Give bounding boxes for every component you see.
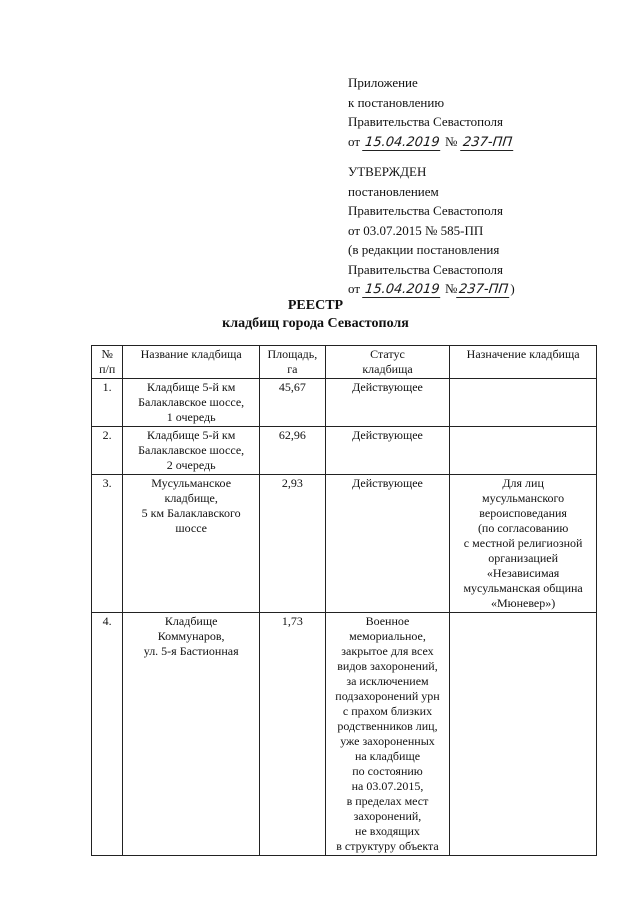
- appendix-from-prefix: от: [348, 133, 361, 149]
- cell-number: 2.: [92, 427, 123, 475]
- header-number: [92, 346, 123, 379]
- cell-purpose: [450, 379, 597, 427]
- document-title: [0, 297, 631, 333]
- appendix-handwritten-date: 15.04.2019: [362, 135, 442, 151]
- cell-area: 2,93: [259, 475, 325, 613]
- approved-number-sign: №: [444, 281, 458, 296]
- cell-number: 3.: [92, 475, 123, 613]
- approved-from-prefix: от: [348, 281, 361, 296]
- approved-line-6: Правительства Севастополя: [348, 261, 503, 277]
- cell-name: Кладбище Коммунаров, ул. 5-я Бастионная: [123, 613, 260, 856]
- cell-name: Кладбище 5-й км Балаклавское шоссе, 2 очередь: [123, 427, 260, 475]
- cell-purpose: Для лиц мусульманского вероисповедания (по согласованию с местной религиозной организацией «Независимая мусульманская община «Мюневер»): [450, 475, 597, 613]
- cell-status: Действующее: [325, 475, 449, 613]
- header-name: [123, 346, 260, 379]
- cell-number: 1.: [92, 379, 123, 427]
- appendix-line-3: Правительства Севастополя: [348, 114, 503, 129]
- approved-block: [348, 162, 515, 299]
- cell-name: Мусульманское кладбище, 5 км Балаклавского шоссе: [123, 475, 260, 613]
- approved-handwritten-date: 15.04.2019: [362, 282, 442, 298]
- cell-purpose: [450, 613, 597, 856]
- header-purpose-text: Назначение кладбища: [466, 347, 580, 361]
- header-purpose: [450, 346, 597, 379]
- cell-status: Действующее: [325, 427, 449, 475]
- approved-line-5: (в редакции постановления: [348, 242, 500, 257]
- appendix-line-2: к постановлению: [348, 94, 445, 110]
- cell-status: Военное мемориальное, закрытое для всех видов захоронений, за исключением подзахоронений урн с прахом близких родственников лиц, уже захороненных на кладбище по состоянию на 03.07.2015, в пределах мест захоронений, не входящих в структуру объекта: [325, 613, 449, 856]
- title-line-2: кладбищ города Севастополя: [222, 316, 409, 331]
- header-status-text: Статус кладбища: [362, 347, 413, 376]
- appendix-handwritten-number: 237-ПП: [460, 135, 515, 151]
- approved-line-2: постановлением: [348, 183, 439, 199]
- cell-number: 4.: [92, 613, 123, 856]
- approved-handwritten-number: 237-ПП: [457, 282, 512, 298]
- title-line-1: РЕЕСТР: [287, 298, 344, 313]
- approved-closing-paren: ): [510, 281, 515, 296]
- table-row: [92, 427, 597, 475]
- cell-area: 45,67: [259, 379, 325, 427]
- approved-line-4: от 03.07.2015 № 585-ПП: [348, 222, 484, 238]
- header-number-text: № п/п: [99, 347, 116, 376]
- header-name-text: Название кладбища: [140, 347, 242, 361]
- approved-date-line: [348, 279, 515, 299]
- cell-name: Кладбище 5-й км Балаклавское шоссе, 1 очередь: [123, 379, 260, 427]
- header-status: [325, 346, 449, 379]
- appendix-number-sign: №: [444, 133, 458, 149]
- cemetery-registry-table: [91, 345, 597, 856]
- header-area-text: Площадь, га: [267, 347, 318, 376]
- table-row: [92, 613, 597, 856]
- cell-purpose: [450, 427, 597, 475]
- cell-area: 1,73: [259, 613, 325, 856]
- approved-line-1: УТВЕРЖДЕН: [348, 164, 427, 179]
- appendix-line-1: Приложение: [348, 75, 418, 90]
- header-area: [259, 346, 325, 379]
- cell-status: Действующее: [325, 379, 449, 427]
- table-row: [92, 475, 597, 613]
- table-header-row: [92, 346, 597, 379]
- table-row: [92, 379, 597, 427]
- cell-area: 62,96: [259, 427, 325, 475]
- appendix-date-line: [348, 132, 514, 152]
- approved-line-3: Правительства Севастополя: [348, 203, 503, 218]
- appendix-block: [348, 73, 514, 151]
